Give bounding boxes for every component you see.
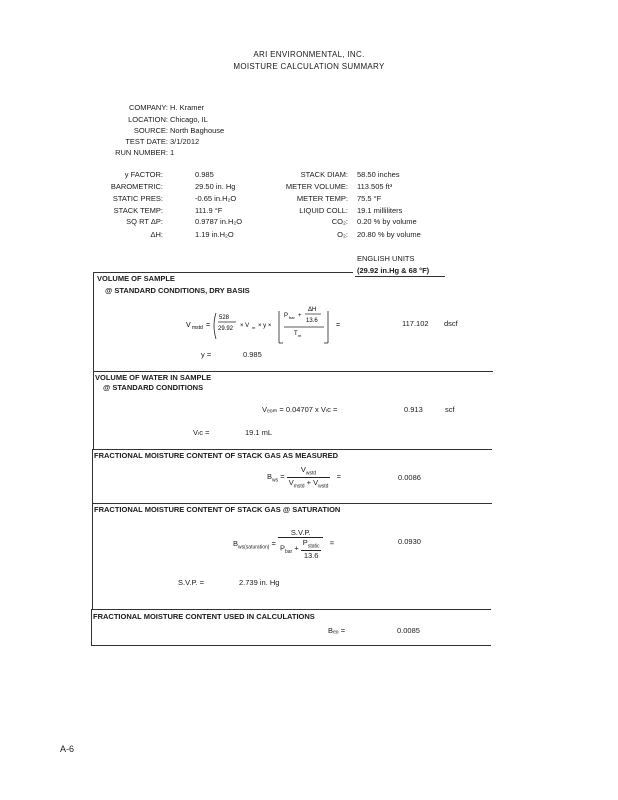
section3-bottom-line xyxy=(92,503,492,504)
source-label: SOURCE: xyxy=(133,126,168,135)
barometric-label: BAROMETRIC: xyxy=(110,182,163,191)
svg-text:× V: × V xyxy=(240,323,250,329)
section2-left-line xyxy=(93,371,94,449)
sqrt-dp-label: SQ RT ΔP: xyxy=(126,217,163,226)
section4-title: FRACTIONAL MOISTURE CONTENT OF STACK GAS @ SATURATION xyxy=(94,505,341,514)
co2-value: 0.20 % by volume xyxy=(357,217,417,226)
stack-temp-value: 111.9 °F xyxy=(195,206,223,215)
co2-label: CO₂: xyxy=(331,217,348,226)
s1-y-value: 0.985 xyxy=(243,350,262,359)
svg-text:m: m xyxy=(252,325,256,330)
vmstd-result: 117.102 xyxy=(402,319,429,328)
location-value: Chicago, IL xyxy=(170,115,208,124)
svp-label: S.V.P. = xyxy=(178,578,205,587)
vlc-value: 19.1 mL xyxy=(245,428,273,437)
meter-temp-label: METER TEMP: xyxy=(296,194,348,203)
bws-used-label: Bₑₒ = xyxy=(328,626,346,635)
stack-temp-label: STACK TEMP: xyxy=(113,206,163,215)
page-title: MOISTURE CALCULATION SUMMARY xyxy=(233,62,385,71)
section1-subtitle: @ STANDARD CONDITIONS, DRY BASIS xyxy=(105,286,250,295)
vwstd-unit: scf xyxy=(445,405,455,414)
english-units-conditions: (29.92 in.Hg & 68 °F) xyxy=(357,266,430,275)
vlc-label: Vₗc = xyxy=(193,428,210,437)
svg-text:=: = xyxy=(336,322,341,329)
section1-title: VOLUME OF SAMPLE xyxy=(97,274,175,283)
static-press-label: STATIC PRES: xyxy=(112,194,163,203)
page-number: A-6 xyxy=(60,744,75,754)
sqrt-dp-value: 0.9787 in.H₂O xyxy=(195,217,243,226)
o2-label: O₂: xyxy=(337,230,348,239)
svg-text:T: T xyxy=(294,331,298,337)
bws-saturation-result: 0.0930 xyxy=(398,537,421,546)
svg-text:V: V xyxy=(186,322,191,329)
run-number-label: RUN NUMBER: xyxy=(115,148,168,157)
s1-y-label: y = xyxy=(201,350,212,359)
barometric-value: 29.50 in. Hg xyxy=(195,182,236,191)
svg-text:ΔH: ΔH xyxy=(308,307,317,313)
section5-left-line xyxy=(91,609,92,645)
company-header: ARI ENVIRONMENTAL, INC. xyxy=(253,50,365,59)
stack-diam-value: 58.50 inches xyxy=(357,170,400,179)
source-value: North Baghouse xyxy=(170,126,225,135)
test-date-label: TEST DATE: xyxy=(125,137,168,146)
svp-value: 2.739 in. Hg xyxy=(239,578,280,587)
vwstd-result: 0.913 xyxy=(404,405,423,414)
section1-left-line xyxy=(93,272,94,372)
section4-bottom-line xyxy=(91,609,491,610)
liquid-coll-label: LIQUID COLL: xyxy=(299,206,348,215)
bws-measured-result: 0.0086 xyxy=(398,473,421,482)
y-factor-value: 0.985 xyxy=(195,170,214,179)
bws-used-result: 0.0085 xyxy=(397,626,420,635)
meter-volume-label: METER VOLUME: xyxy=(285,182,348,191)
units-underline xyxy=(355,276,445,277)
vmstd-unit: dscf xyxy=(444,319,458,328)
o2-value: 20.80 % by volume xyxy=(357,230,421,239)
svg-text:+: + xyxy=(298,313,302,319)
vmstd-formula xyxy=(186,305,356,349)
run-number-value: 1 xyxy=(170,148,175,157)
svg-text:13.6: 13.6 xyxy=(306,318,318,324)
svg-text:528: 528 xyxy=(219,315,230,321)
location-label: LOCATION: xyxy=(128,115,168,124)
section1-top-line xyxy=(93,272,353,273)
section2-subtitle: @ STANDARD CONDITIONS xyxy=(103,383,204,392)
section3-left-line xyxy=(92,449,93,503)
svg-text:P: P xyxy=(284,313,289,319)
svg-text:bar: bar xyxy=(289,315,295,320)
liquid-coll-value: 19.1 milliliters xyxy=(357,206,403,215)
bws-saturation-formula: $B_{ws(saturation)}$ = S.V.P. $P_{bar}$ + $\frac{P_{static}}{13.6}$ = xyxy=(233,528,335,560)
section5-title: FRACTIONAL MOISTURE CONTENT USED IN CALCULATIONS xyxy=(93,612,315,621)
svg-text:× y ×: × y × xyxy=(258,323,272,329)
section1-bottom-line xyxy=(93,371,493,372)
y-factor-label: y FACTOR: xyxy=(124,170,163,179)
section2-bottom-line xyxy=(92,449,492,450)
test-date-value: 3/1/2012 xyxy=(170,137,200,146)
section3-title: FRACTIONAL MOISTURE CONTENT OF STACK GAS AS MEASURED xyxy=(94,451,339,460)
static-press-value: -0.65 in.H₂O xyxy=(195,194,237,203)
section5-bottom-line xyxy=(91,645,491,646)
bws-formula: $B_{ws}$ = $\frac{V_{wstd}}{V_{mstd} + V_{wstd}}$ = xyxy=(267,465,342,489)
meter-volume-value: 113.505 ft³ xyxy=(357,182,393,191)
svg-text:mstd: mstd xyxy=(192,325,203,331)
vwstd-formula: Vₑₒₘ = 0.04707 x Vₗc = xyxy=(262,405,338,414)
dh-label: ΔH: xyxy=(150,230,163,239)
vmstd-formula-graphic xyxy=(186,305,356,347)
dh-value: 1.19 in.H₂O xyxy=(195,230,234,239)
svg-text:29.92: 29.92 xyxy=(218,326,234,332)
company-value: H. Kramer xyxy=(170,103,205,112)
section2-title: VOLUME OF WATER IN SAMPLE xyxy=(95,373,212,382)
meter-temp-value: 75.5 °F xyxy=(357,194,382,203)
stack-diam-label: STACK DIAM: xyxy=(300,170,348,179)
svg-text:m: m xyxy=(298,333,302,338)
company-label: COMPANY: xyxy=(128,103,168,112)
svg-text:=: = xyxy=(206,322,211,329)
section4-left-line xyxy=(92,503,93,609)
english-units-label: ENGLISH UNITS xyxy=(357,254,415,263)
